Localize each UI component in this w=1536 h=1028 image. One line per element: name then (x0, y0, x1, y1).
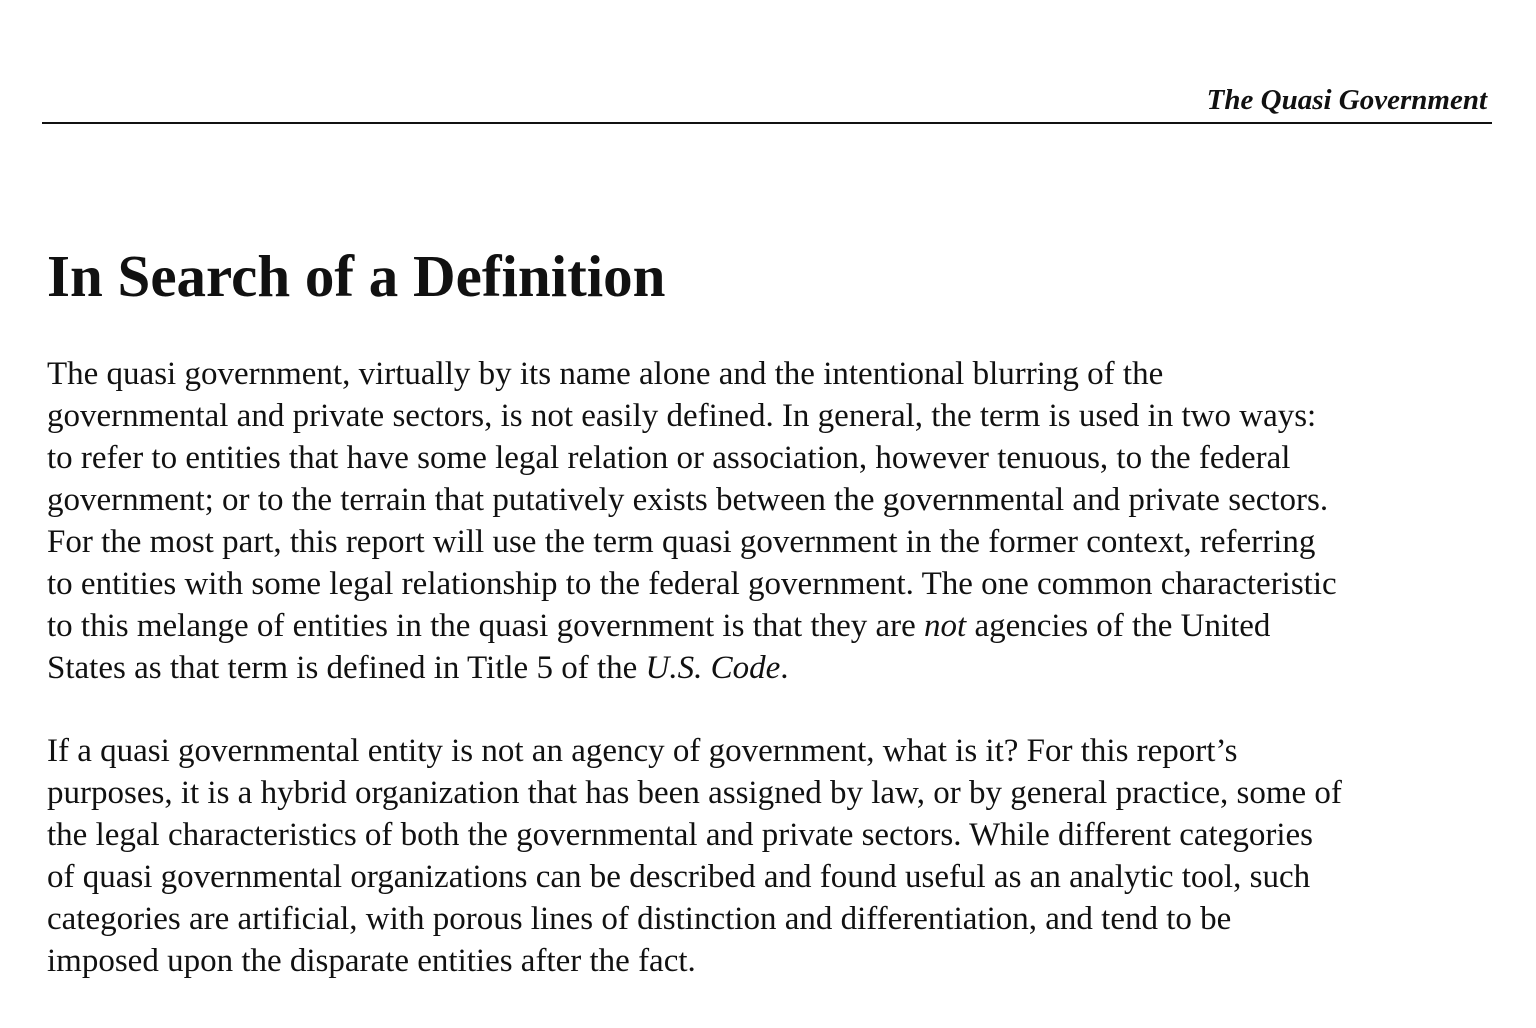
header-rule (42, 122, 1492, 124)
paragraph-line: to entities with some legal relationship to the federal government. The one common characteristic (47, 566, 1337, 602)
paragraph-line: governmental and private sectors, is not easily defined. In general, the term is used in two ways: (47, 398, 1317, 434)
paragraph-line: the legal characteristics of both the governmental and private sectors. While different categories (47, 817, 1314, 853)
line-text: to this melange of entities in the quasi government is that they are (47, 608, 925, 644)
line-text: agencies of the United (966, 608, 1271, 644)
paragraph-line: The quasi government, virtually by its name alone and the intentional blurring of the (47, 356, 1164, 392)
body-paragraph-2 (47, 730, 1342, 982)
section-heading: In Search of a Definition (47, 243, 666, 309)
paragraph-line: to refer to entities that have some legal relation or association, however tenuous, to the federal (47, 440, 1291, 476)
paragraph-line (47, 605, 1337, 647)
paragraph-line: imposed upon the disparate entities after the fact. (47, 943, 696, 979)
emphasis-us-code: U.S. Code (645, 650, 781, 686)
paragraph-line: categories are artificial, with porous lines of distinction and differentiation, and tend to be (47, 901, 1232, 937)
paragraph-line: If a quasi governmental entity is not an agency of government, what is it? For this report’s (47, 733, 1238, 769)
body-paragraph-1 (47, 353, 1337, 689)
paragraph-line (47, 647, 1337, 689)
line-text: . (780, 650, 789, 686)
running-header-title: The Quasi Government (1206, 84, 1487, 116)
paragraph-line: For the most part, this report will use the term quasi government in the former context, referring (47, 524, 1316, 560)
line-text: States as that term is defined in Title 5 of the (47, 650, 646, 686)
paragraph-line: purposes, it is a hybrid organization that has been assigned by law, or by general practice, some of (47, 775, 1342, 811)
emphasis-not: not (924, 608, 967, 644)
paragraph-line: government; or to the terrain that putatively exists between the governmental and private sectors. (47, 482, 1329, 518)
paragraph-line: of quasi governmental organizations can be described and found useful as an analytic tool, such (47, 859, 1311, 895)
